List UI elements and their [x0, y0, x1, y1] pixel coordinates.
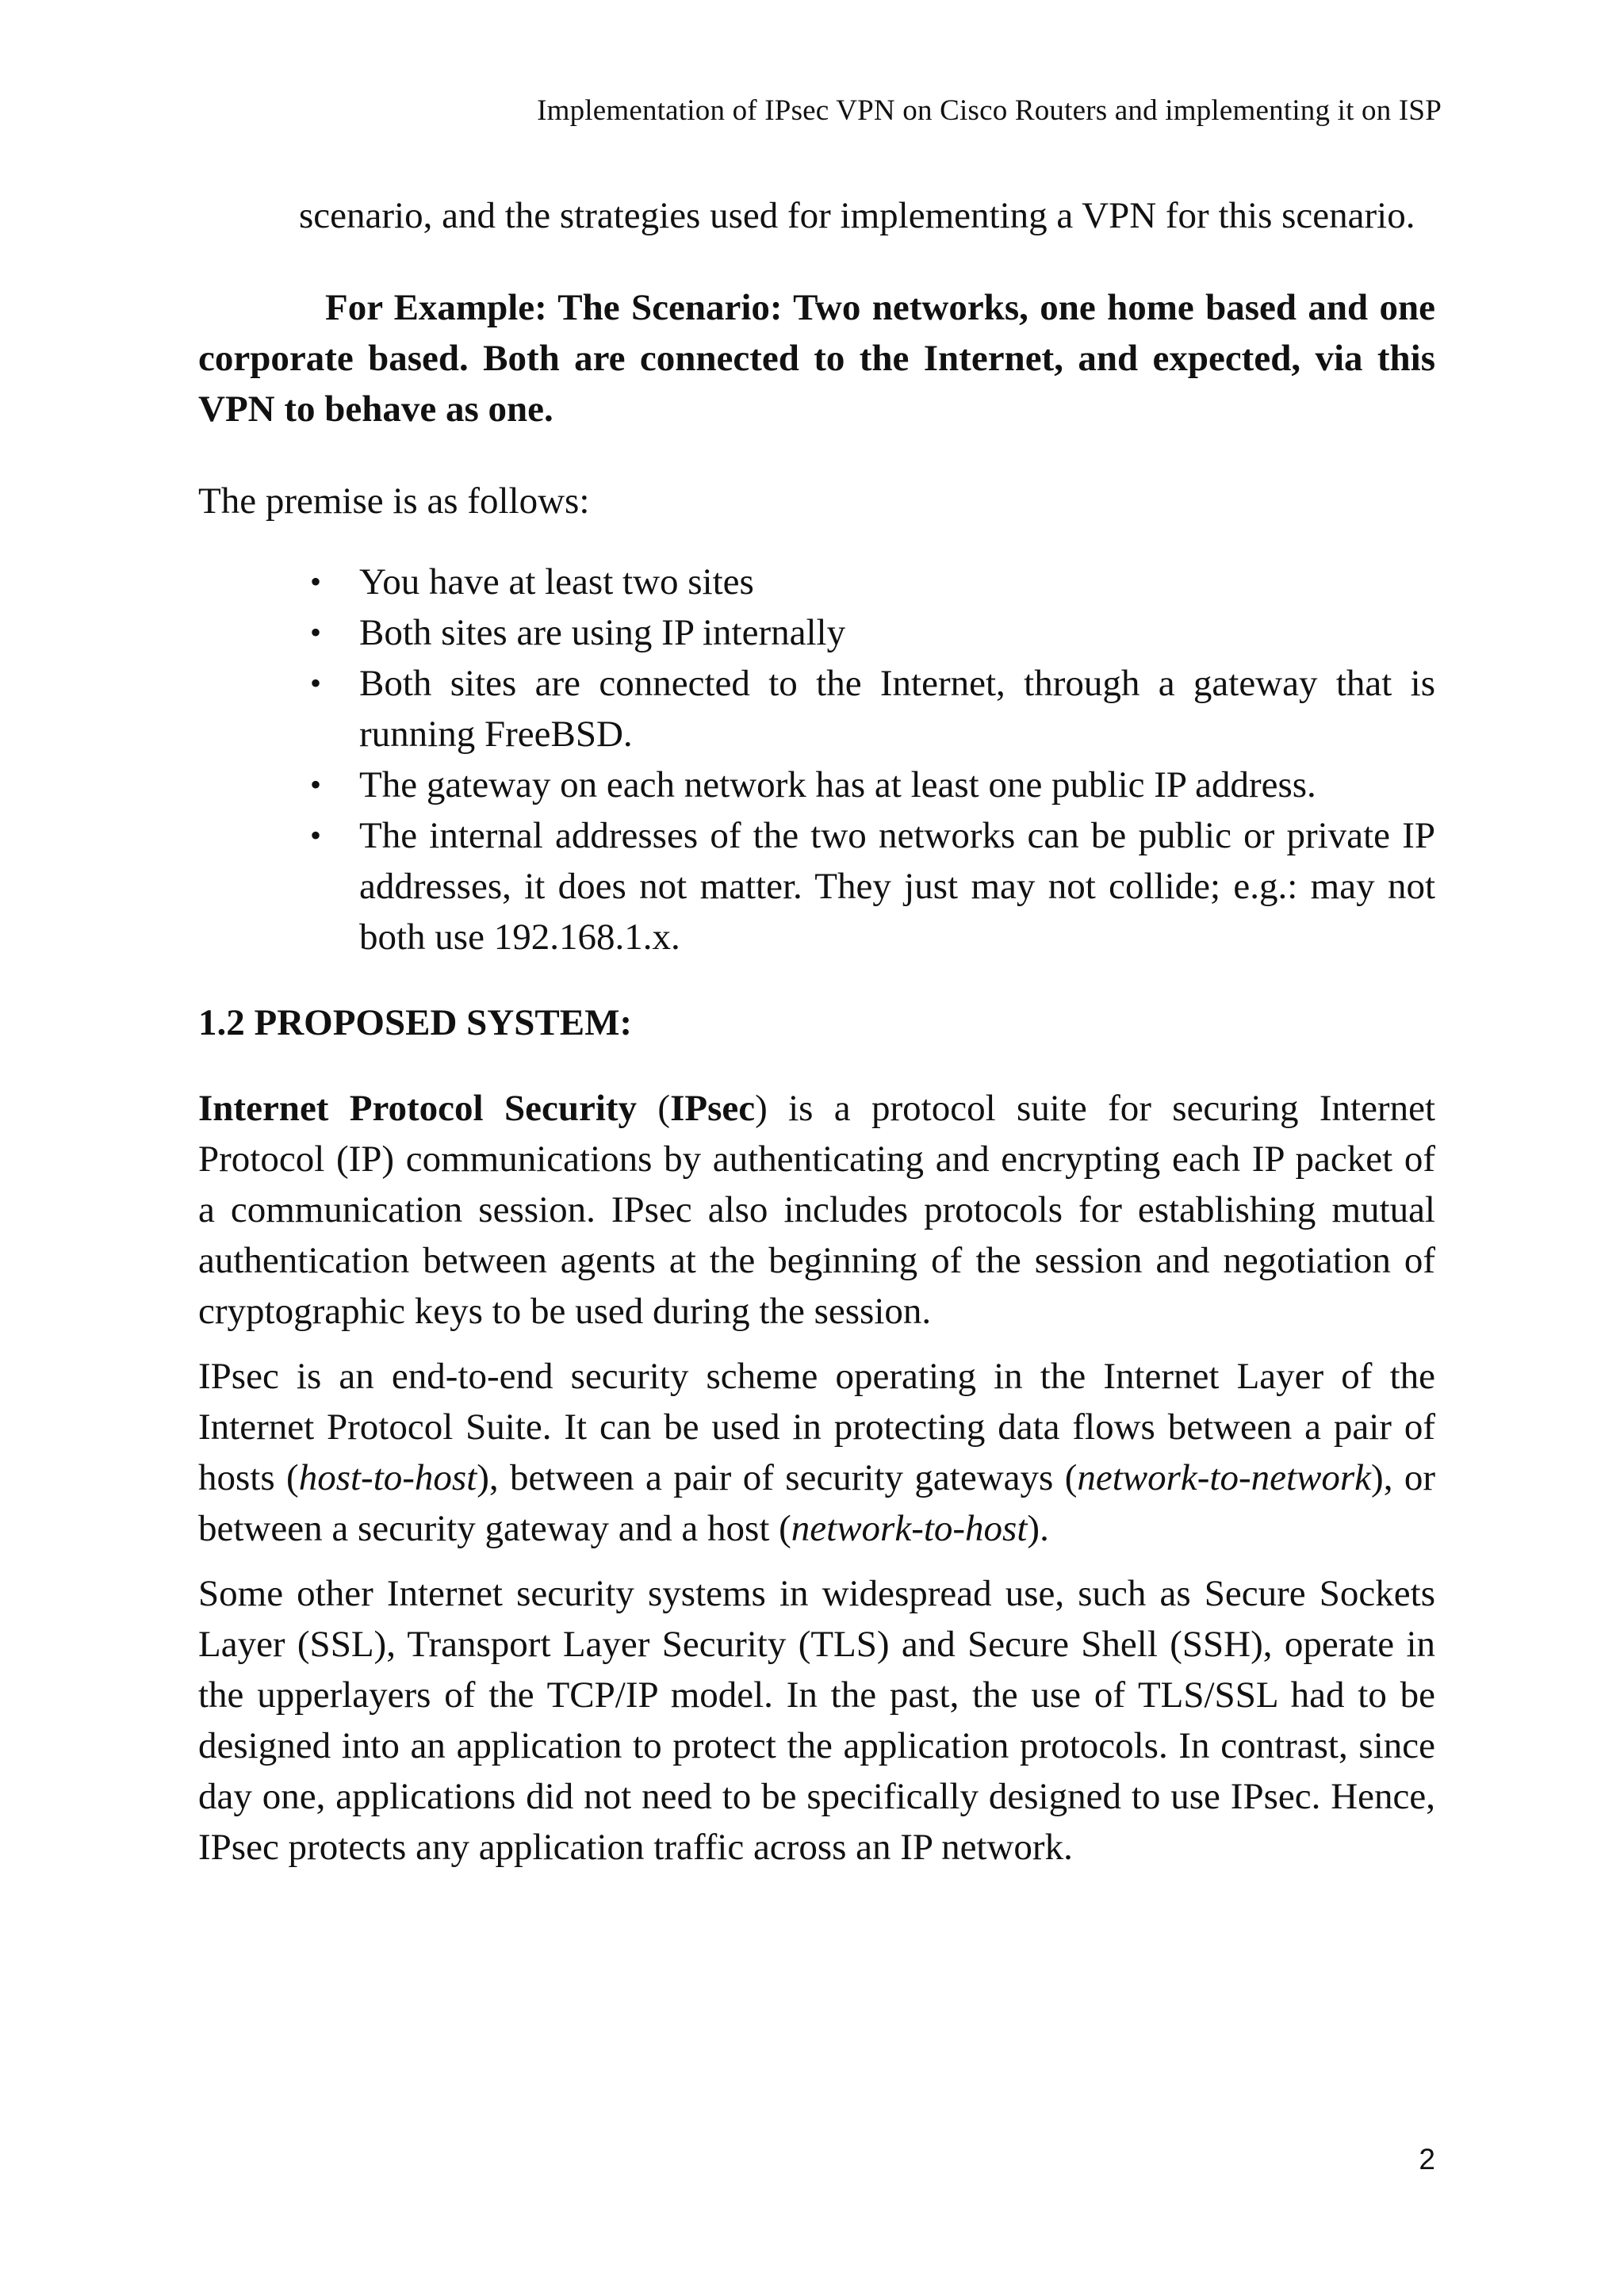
ipsec-scheme-paragraph: [198, 1351, 1435, 1554]
bullet-icon: •: [310, 665, 322, 701]
bullet-icon: •: [310, 767, 322, 802]
list-item-text: Both sites are connected to the Internet, through a gateway that is running FreeBSD.: [359, 663, 1435, 755]
page-number: 2: [1419, 2143, 1435, 2175]
paren-open: (: [637, 1088, 671, 1129]
mode-network-to-host: network-to-host: [791, 1508, 1028, 1549]
mode-host-to-host: host-to-host: [298, 1457, 477, 1498]
bullet-icon: •: [310, 817, 322, 853]
ipsec-definition-paragraph: [198, 1083, 1435, 1337]
list-item: [198, 607, 1435, 658]
premise-list: [198, 557, 1435, 962]
running-header: Implementation of IPsec VPN on Cisco Routers and implementing it on ISP: [537, 94, 1442, 127]
list-item-text: The gateway on each network has at least one public IP address.: [359, 764, 1316, 806]
scheme-text-4: ).: [1027, 1508, 1049, 1549]
scheme-text-2: ), between a pair of security gateways (: [477, 1457, 1078, 1498]
premise-intro: The premise is as follows:: [198, 480, 590, 522]
continued-paragraph: scenario, and the strategies used for implementing a VPN for this scenario.: [299, 195, 1415, 236]
bullet-icon: •: [310, 614, 322, 650]
mode-network-to-network: network-to-network: [1077, 1457, 1372, 1498]
list-item: [198, 658, 1435, 760]
other-security-systems-paragraph: Some other Internet security systems in widespread use, such as Secure Sockets Layer (SSL), Transport Layer Security (TLS) and Secure Shell (SSH), operate in the upperlayers of the TCP/IP model. In the past, the use of TLS/SSL had to be designed into an application to protect the application protocols. In contrast, since day one, applications did not need to be specifically designed to use IPsec. Hence, IPsec protects any application traffic across an IP network.: [198, 1573, 1435, 1868]
scheme-text-3: ), or between a security gateway and a host (: [198, 1457, 1435, 1549]
list-item-text: Both sites are using IP internally: [359, 612, 846, 653]
page-body: [198, 190, 1435, 1887]
list-item: [198, 557, 1435, 607]
section-heading: 1.2 PROPOSED SYSTEM:: [198, 1002, 633, 1043]
example-paragraph: For Example: The Scenario: Two networks, one home based and one corporate based. Both are connected to the Internet, and expected, via this VPN to behave as one.: [198, 287, 1435, 430]
definition-text: ) is a protocol suite for securing Internet Protocol (IP) communications by authenticating and encrypting each IP packet of a communication session. IPsec also includes protocols for establishing mutual authentication between agents at the beginning of the session and negotiation of cryptographic keys to be used during the session.: [198, 1088, 1436, 1332]
list-item: [198, 810, 1435, 962]
bullet-icon: •: [310, 564, 322, 599]
term-internet-protocol-security: Internet Protocol Security: [198, 1088, 638, 1129]
list-item-text: The internal addresses of the two networks can be public or private IP addresses, it does not matter. They just may not collide; e.g.: may not both use 192.168.1.x.: [359, 815, 1435, 958]
list-item-text: You have at least two sites: [359, 561, 754, 603]
term-ipsec: IPsec: [670, 1088, 756, 1129]
list-item: [198, 760, 1435, 810]
scheme-text-1: IPsec is an end-to-end security scheme operating in the Internet Layer of the Internet Protocol Suite. It can be used in protecting data flows between a pair of hosts (: [198, 1356, 1435, 1498]
